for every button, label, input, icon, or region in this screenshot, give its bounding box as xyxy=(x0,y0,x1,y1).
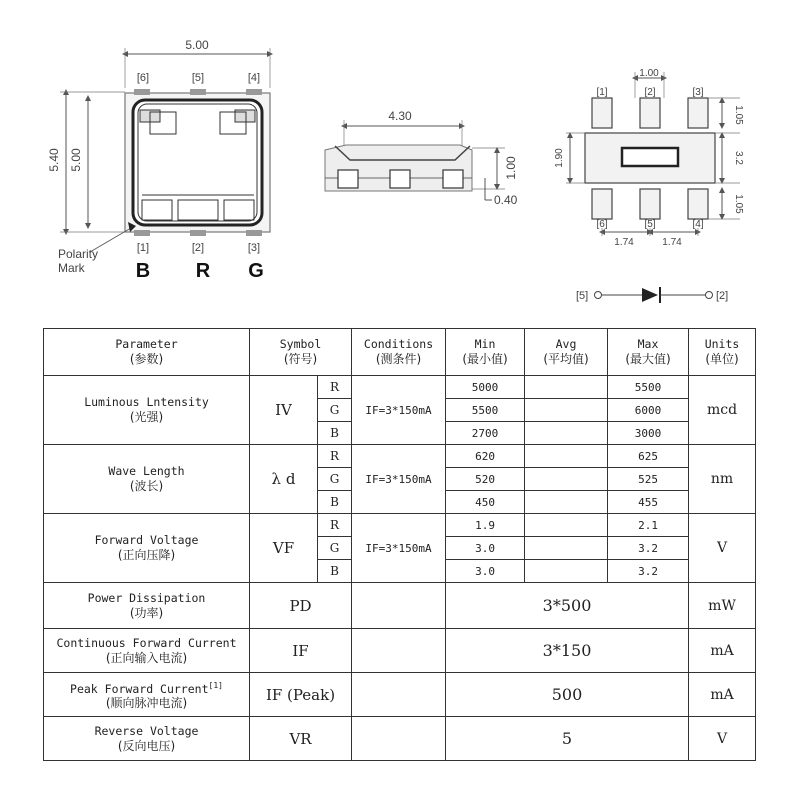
wave-color-b: B xyxy=(318,491,352,514)
voltage-symbol: VF xyxy=(250,514,318,583)
pad-pin-2: [2] xyxy=(644,87,656,98)
wave-avg-r xyxy=(525,445,608,468)
width-dimension: 5.00 xyxy=(185,38,209,52)
voltage-avg-r xyxy=(525,514,608,537)
peak-value: 500 xyxy=(446,673,689,717)
table-row xyxy=(44,445,756,468)
luminous-condition: IF=3*150mA xyxy=(352,376,446,445)
current-unit: mA xyxy=(689,629,756,673)
reverse-label: Reverse Voltage (反向电压) xyxy=(44,717,250,761)
polarity-label-2: Mark xyxy=(58,261,85,275)
color-letter-r: R xyxy=(195,260,211,282)
color-letter-b: B xyxy=(135,260,151,282)
luminous-unit: mcd xyxy=(689,376,756,445)
wave-max-r: 625 xyxy=(608,445,689,468)
luminous-avg-g xyxy=(525,399,608,422)
pad-pin-5: [5] xyxy=(644,219,656,230)
luminous-label: Luminous Lntensity (光强) xyxy=(44,376,250,445)
header-units: Units (单位) xyxy=(689,329,756,376)
header-min: Min (最小值) xyxy=(446,329,525,376)
current-symbol: IF xyxy=(250,629,352,673)
diode-left-label: [5] xyxy=(576,290,589,302)
luminous-min-g: 5500 xyxy=(446,399,525,422)
wave-min-g: 520 xyxy=(446,468,525,491)
wave-max-b: 455 xyxy=(608,491,689,514)
wave-label: Wave Length (波长) xyxy=(44,445,250,514)
table-row xyxy=(44,629,756,673)
side-length-dimension: 4.30 xyxy=(388,109,412,123)
wave-avg-g xyxy=(525,468,608,491)
voltage-color-b: B xyxy=(318,560,352,583)
top-pin-6: [6] xyxy=(136,72,150,84)
pad-pin-3: [3] xyxy=(692,87,704,98)
wave-max-g: 525 xyxy=(608,468,689,491)
table-row xyxy=(44,514,756,537)
top-pin-5: [5] xyxy=(191,72,205,84)
voltage-condition: IF=3*150mA xyxy=(352,514,446,583)
reverse-value: 5 xyxy=(446,717,689,761)
power-value: 3*500 xyxy=(446,583,689,629)
header-parameter: Parameter (参数) xyxy=(44,329,250,376)
header-avg: Avg (平均值) xyxy=(525,329,608,376)
wave-min-r: 620 xyxy=(446,445,525,468)
voltage-max-r: 2.1 xyxy=(608,514,689,537)
wave-symbol: λ d xyxy=(250,445,318,514)
voltage-min-g: 3.0 xyxy=(446,537,525,560)
color-letter-g: G xyxy=(248,260,264,282)
luminous-max-r: 5500 xyxy=(608,376,689,399)
bottom-pin-2: [2] xyxy=(191,242,205,254)
pad-pin-4: [4] xyxy=(692,219,704,230)
power-unit: mW xyxy=(689,583,756,629)
current-condition xyxy=(352,629,446,673)
luminous-max-b: 3000 xyxy=(608,422,689,445)
wave-condition: IF=3*150mA xyxy=(352,445,446,514)
power-symbol: PD xyxy=(250,583,352,629)
pad-right-mid-dimension: 3.2 xyxy=(733,151,744,165)
reverse-symbol: VR xyxy=(250,717,352,761)
power-label: Power Dissipation (功率) xyxy=(44,583,250,629)
wave-color-g: G xyxy=(318,468,352,491)
header-conditions: Conditions (测条件) xyxy=(352,329,446,376)
luminous-color-r: R xyxy=(318,376,352,399)
diode-triangle xyxy=(642,288,658,302)
pad-right-bottom-dimension: 1.05 xyxy=(733,194,744,214)
header-max: Max (最大值) xyxy=(608,329,689,376)
bottom-pin-3: [3] xyxy=(247,242,261,254)
diode-symbol xyxy=(576,287,728,303)
luminous-avg-b xyxy=(525,422,608,445)
wave-unit: nm xyxy=(689,445,756,514)
top-view-drawing xyxy=(47,38,270,282)
side-view-drawing xyxy=(325,109,518,207)
package-drawings xyxy=(0,0,800,320)
table-header-row xyxy=(44,329,756,376)
luminous-color-b: B xyxy=(318,422,352,445)
current-value: 3*150 xyxy=(446,629,689,673)
table-row xyxy=(44,717,756,761)
voltage-avg-g xyxy=(525,537,608,560)
wave-avg-b xyxy=(525,491,608,514)
pad-layout-drawing xyxy=(554,68,744,248)
peak-condition xyxy=(352,673,446,717)
diode-right-label: [2] xyxy=(716,290,729,302)
peak-label: Peak Forward Current[1] (顺向脉冲电流) xyxy=(44,673,250,717)
voltage-min-r: 1.9 xyxy=(446,514,525,537)
voltage-max-g: 3.2 xyxy=(608,537,689,560)
bottom-pin-1: [1] xyxy=(136,242,150,254)
top-pin-4: [4] xyxy=(247,72,261,84)
table-row xyxy=(44,376,756,399)
pad-left-dimension: 1.90 xyxy=(554,148,565,168)
specification-table xyxy=(43,328,756,761)
voltage-color-g: G xyxy=(318,537,352,560)
voltage-max-b: 3.2 xyxy=(608,560,689,583)
current-label: Continuous Forward Current (正向输入电流) xyxy=(44,629,250,673)
pad-bottom-dimension-left: 1.74 xyxy=(614,237,634,248)
pad-pin-6: [6] xyxy=(596,219,608,230)
peak-symbol: IF (Peak) xyxy=(250,673,352,717)
luminous-max-g: 6000 xyxy=(608,399,689,422)
luminous-min-b: 2700 xyxy=(446,422,525,445)
table-row xyxy=(44,583,756,629)
voltage-color-r: R xyxy=(318,514,352,537)
peak-unit: mA xyxy=(689,673,756,717)
pad-pitch-dimension: 1.00 xyxy=(639,68,659,79)
wave-color-r: R xyxy=(318,445,352,468)
luminous-color-g: G xyxy=(318,399,352,422)
pad-bottom-dimension-right: 1.74 xyxy=(662,237,682,248)
luminous-min-r: 5000 xyxy=(446,376,525,399)
voltage-avg-b xyxy=(525,560,608,583)
height-outer-dimension: 5.40 xyxy=(47,148,61,172)
side-height-dimension: 1.00 xyxy=(504,156,518,180)
height-inner-dimension: 5.00 xyxy=(69,148,83,172)
pad-pin-1: [1] xyxy=(596,87,608,98)
pad-right-top-dimension: 1.05 xyxy=(733,105,744,125)
header-symbol: Symbol (符号) xyxy=(250,329,352,376)
voltage-unit: V xyxy=(689,514,756,583)
luminous-symbol: IV xyxy=(250,376,318,445)
reverse-unit: V xyxy=(689,717,756,761)
reverse-condition xyxy=(352,717,446,761)
power-condition xyxy=(352,583,446,629)
polarity-label-1: Polarity xyxy=(58,247,99,261)
table-row xyxy=(44,673,756,717)
luminous-avg-r xyxy=(525,376,608,399)
wave-min-b: 450 xyxy=(446,491,525,514)
side-lead-dimension: 0.40 xyxy=(494,193,518,207)
voltage-min-b: 3.0 xyxy=(446,560,525,583)
voltage-label: Forward Voltage (正向压降) xyxy=(44,514,250,583)
